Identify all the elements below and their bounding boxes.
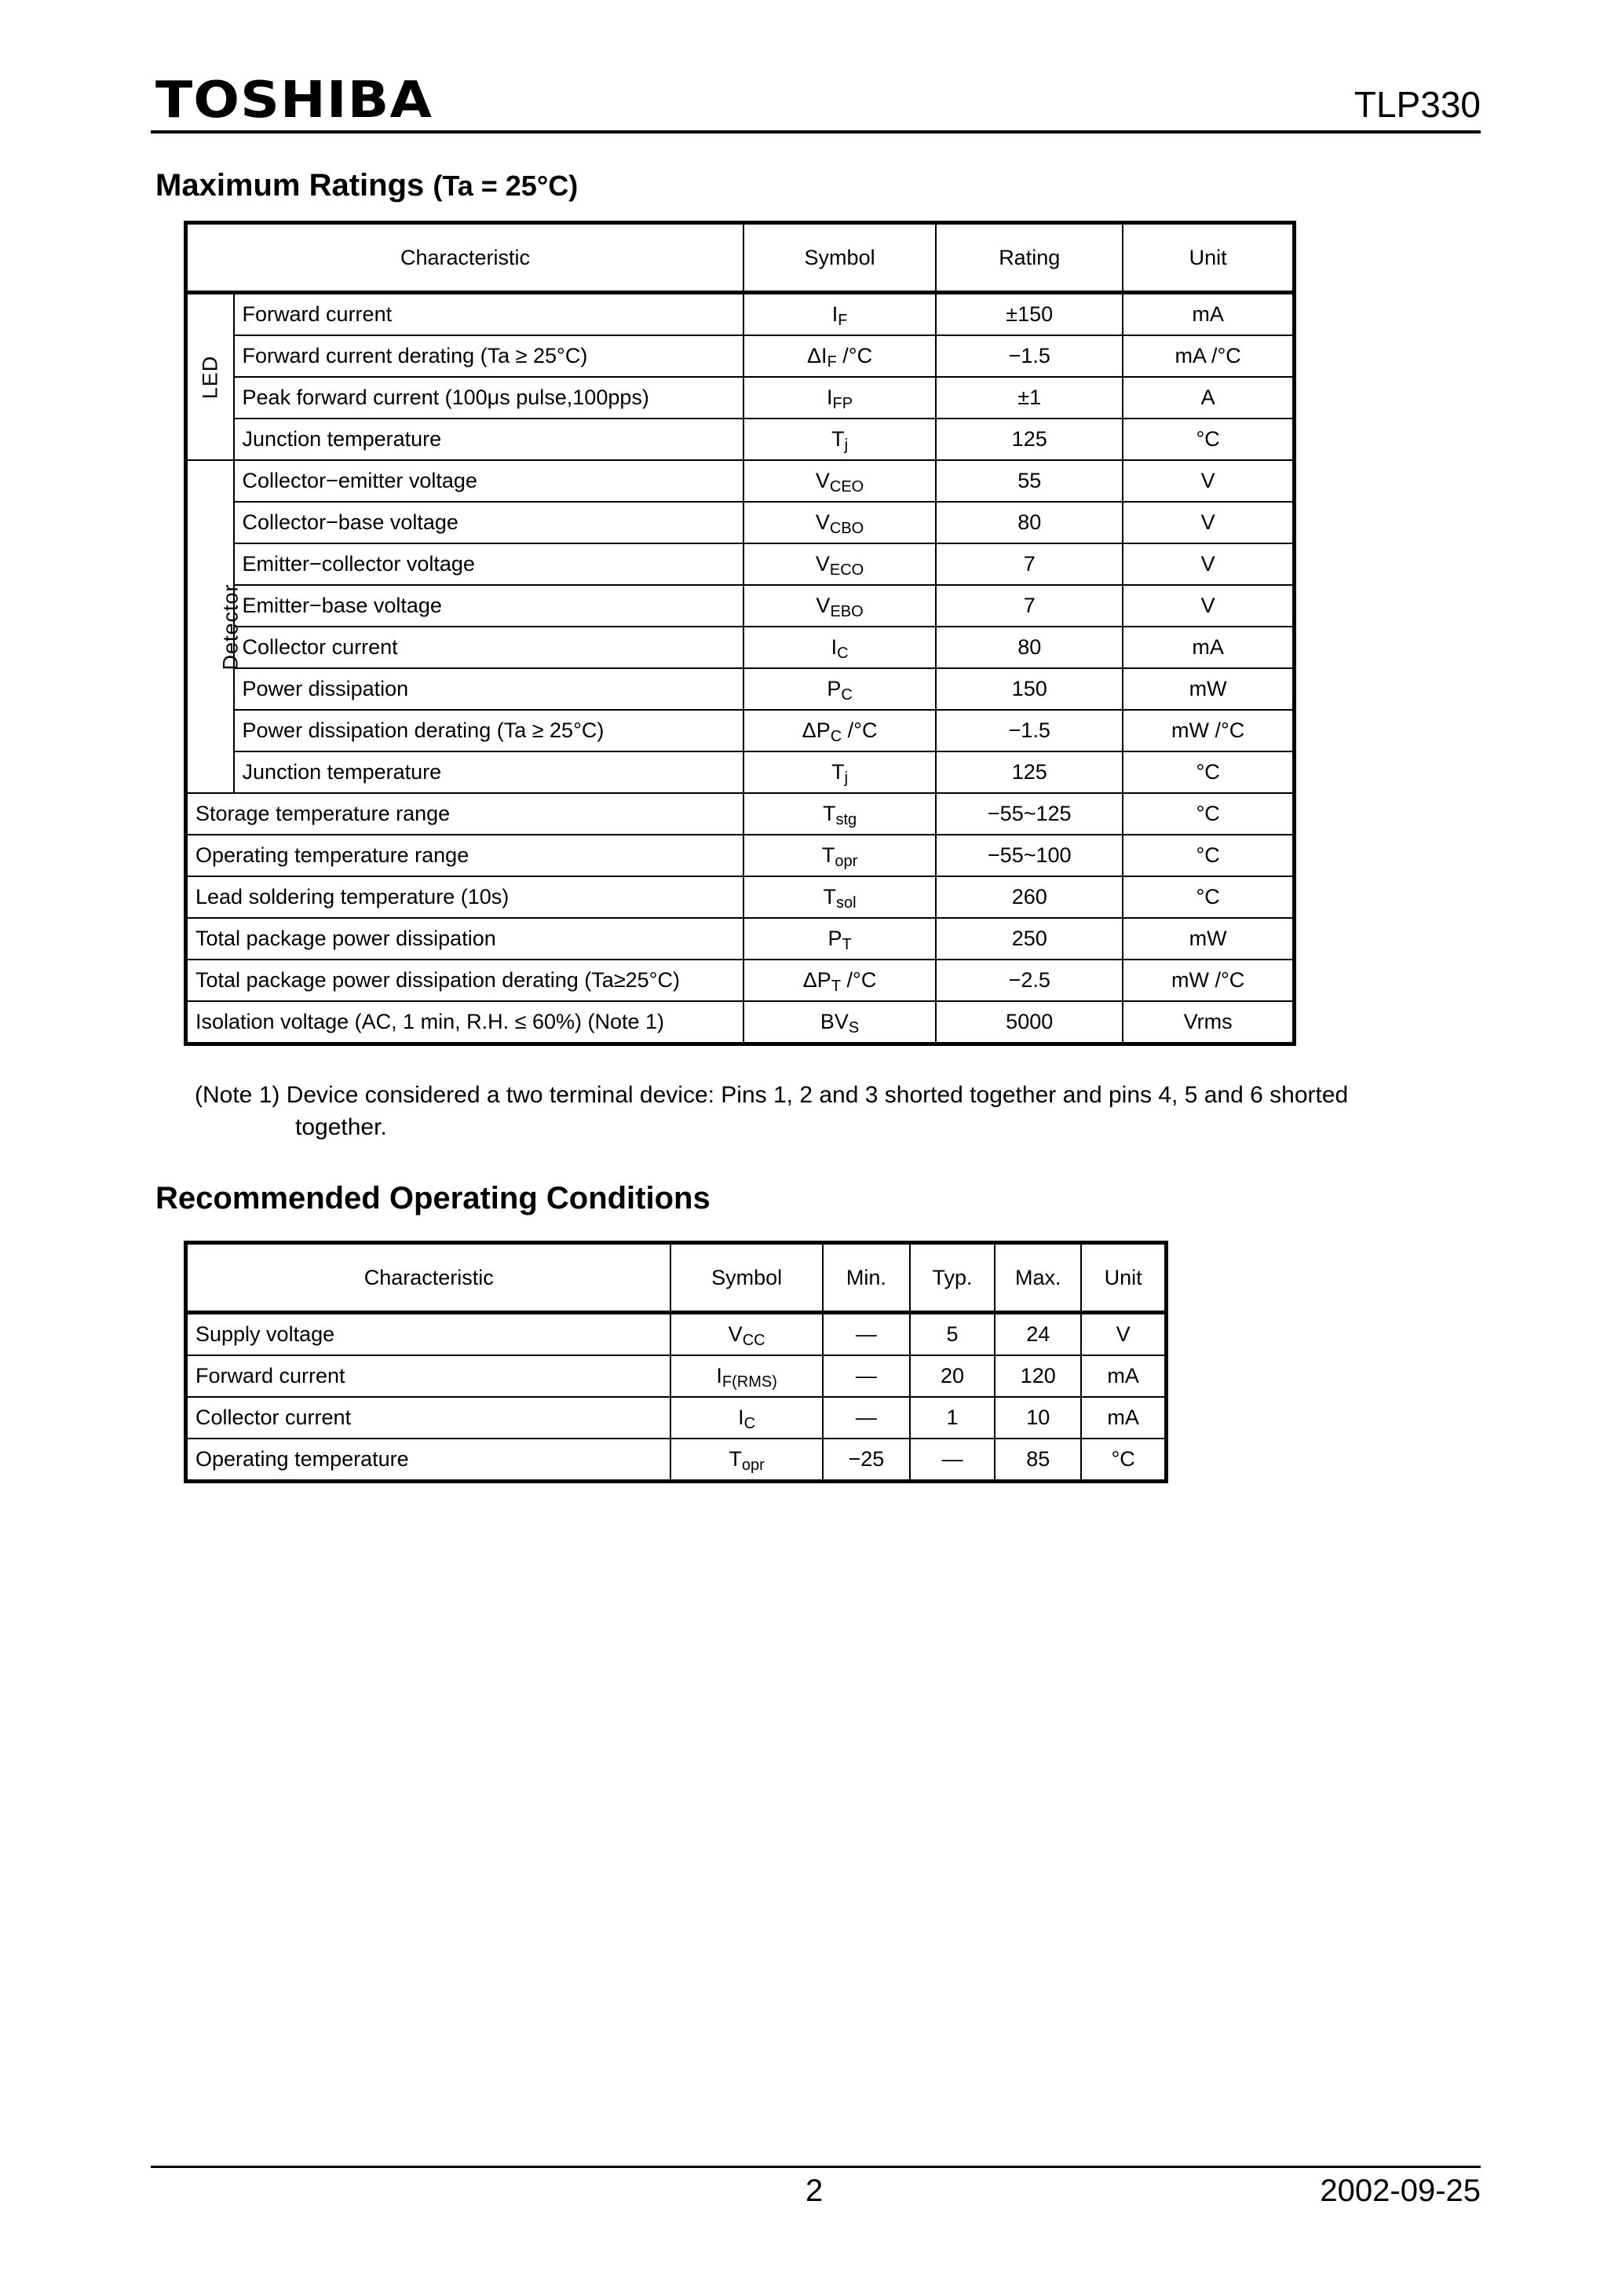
symbol-subscript: C bbox=[830, 728, 842, 745]
symbol-base: V bbox=[815, 510, 830, 534]
symbol-base: BV bbox=[820, 1010, 849, 1033]
table-row bbox=[186, 751, 1295, 793]
symbol-cell bbox=[743, 710, 936, 751]
symbol-base: I bbox=[831, 635, 838, 659]
symbol-cell bbox=[743, 960, 936, 1001]
unit-cell: V bbox=[1123, 502, 1294, 543]
rating-cell: 5000 bbox=[936, 1001, 1123, 1044]
footer-divider bbox=[151, 2166, 1481, 2168]
symbol-cell bbox=[743, 918, 936, 960]
note-1 bbox=[195, 1079, 1348, 1143]
table-row bbox=[186, 1001, 1295, 1044]
rating-cell: 125 bbox=[936, 751, 1123, 793]
group-detector bbox=[186, 460, 243, 793]
symbol-subscript: T bbox=[842, 936, 852, 953]
rating-cell: 80 bbox=[936, 627, 1123, 668]
unit-cell: V bbox=[1123, 585, 1294, 627]
symbol-base: T bbox=[729, 1447, 742, 1471]
symbol-cell bbox=[743, 876, 936, 918]
symbol-base: V bbox=[815, 552, 830, 576]
unit-cell: mW bbox=[1123, 668, 1294, 710]
table-row bbox=[186, 710, 1295, 751]
unit-cell: mA bbox=[1123, 627, 1294, 668]
max-cell: 10 bbox=[995, 1397, 1081, 1439]
characteristic-cell: Lead soldering temperature (10s) bbox=[186, 876, 743, 918]
symbol-base: I bbox=[827, 386, 833, 409]
symbol-cell bbox=[743, 627, 936, 668]
symbol-suffix: /°C bbox=[842, 718, 878, 742]
symbol-cell bbox=[670, 1313, 822, 1356]
symbol-cell bbox=[743, 585, 936, 627]
rating-cell: −1.5 bbox=[936, 710, 1123, 751]
symbol-subscript: j bbox=[844, 437, 849, 454]
col-header-unit: Unit bbox=[1123, 223, 1294, 293]
col-header-max: Max. bbox=[995, 1243, 1081, 1313]
min-cell: — bbox=[823, 1355, 910, 1397]
symbol-cell bbox=[670, 1397, 822, 1439]
characteristic-cell: Total package power dissipation derating (Ta≥25°C) bbox=[186, 960, 743, 1001]
unit-cell: °C bbox=[1123, 751, 1294, 793]
col-header-symbol: Symbol bbox=[670, 1243, 822, 1313]
page-number: 2 bbox=[806, 2174, 824, 2208]
symbol-base: ΔI bbox=[807, 344, 827, 367]
symbol-cell bbox=[743, 502, 936, 543]
symbol-cell bbox=[743, 419, 936, 460]
symbol-base: ΔP bbox=[802, 968, 831, 992]
symbol-cell bbox=[743, 460, 936, 502]
symbol-subscript: stg bbox=[835, 811, 857, 828]
table-row bbox=[186, 876, 1295, 918]
unit-cell: A bbox=[1123, 377, 1294, 419]
symbol-subscript: T bbox=[831, 978, 842, 995]
symbol-cell bbox=[670, 1355, 822, 1397]
characteristic-cell: Total package power dissipation bbox=[186, 918, 743, 960]
col-header-characteristic: Characteristic bbox=[186, 223, 743, 293]
table-row bbox=[186, 793, 1295, 835]
symbol-suffix: /°C bbox=[841, 968, 877, 992]
rating-cell: −55~125 bbox=[936, 793, 1123, 835]
table-row bbox=[186, 627, 1295, 668]
table-row bbox=[186, 585, 1295, 627]
symbol-base: T bbox=[823, 885, 837, 909]
max-cell: 24 bbox=[995, 1313, 1081, 1356]
col-header-unit: Unit bbox=[1081, 1243, 1166, 1313]
rating-cell: 260 bbox=[936, 876, 1123, 918]
max-ratings-condition: (Ta = 25°C) bbox=[433, 170, 579, 202]
symbol-base: I bbox=[831, 302, 838, 326]
symbol-base: ΔP bbox=[802, 718, 831, 742]
table-row bbox=[186, 1355, 1167, 1397]
characteristic-cell: Collector−base voltage bbox=[234, 502, 743, 543]
max-ratings-table bbox=[184, 221, 1296, 1046]
recommended-title: Recommended Operating Conditions bbox=[155, 1181, 711, 1216]
col-header-rating: Rating bbox=[936, 223, 1123, 293]
max-ratings-title-text: Maximum Ratings bbox=[155, 168, 425, 203]
min-cell: −25 bbox=[823, 1439, 910, 1482]
symbol-cell bbox=[743, 293, 936, 336]
symbol-cell bbox=[743, 377, 936, 419]
characteristic-cell: Forward current bbox=[186, 1355, 671, 1397]
unit-cell: Vrms bbox=[1123, 1001, 1294, 1044]
table-row bbox=[186, 377, 1295, 419]
unit-cell: °C bbox=[1123, 419, 1294, 460]
symbol-subscript: S bbox=[848, 1019, 860, 1036]
unit-cell: V bbox=[1081, 1313, 1166, 1356]
symbol-subscript: CBO bbox=[829, 520, 864, 537]
characteristic-cell: Emitter−base voltage bbox=[234, 585, 743, 627]
symbol-cell bbox=[743, 543, 936, 585]
toshiba-logo: TOSHIBA bbox=[155, 71, 433, 130]
group-label: LED bbox=[198, 355, 222, 399]
unit-cell: mW bbox=[1123, 918, 1294, 960]
min-cell: — bbox=[823, 1397, 910, 1439]
symbol-base: T bbox=[831, 427, 845, 451]
rating-cell: 250 bbox=[936, 918, 1123, 960]
rating-cell: 80 bbox=[936, 502, 1123, 543]
typ-cell: 20 bbox=[910, 1355, 995, 1397]
symbol-base: V bbox=[816, 594, 831, 617]
characteristic-cell: Isolation voltage (AC, 1 min, R.H. ≤ 60%) (Note 1) bbox=[186, 1001, 743, 1044]
document-date: 2002-09-25 bbox=[1320, 2174, 1481, 2208]
rating-cell: ±150 bbox=[936, 293, 1123, 336]
unit-cell: V bbox=[1123, 543, 1294, 585]
table-row bbox=[186, 1313, 1167, 1356]
characteristic-cell: Power dissipation derating (Ta ≥ 25°C) bbox=[234, 710, 743, 751]
note-1-line2: together. bbox=[295, 1114, 387, 1140]
symbol-subscript: F bbox=[838, 312, 848, 329]
rating-cell: 7 bbox=[936, 585, 1123, 627]
symbol-base: T bbox=[821, 843, 835, 867]
table-row bbox=[186, 668, 1295, 710]
max-cell: 120 bbox=[995, 1355, 1081, 1397]
table-header-row bbox=[186, 223, 1295, 293]
symbol-base: P bbox=[827, 927, 842, 950]
unit-cell: mA bbox=[1123, 293, 1294, 336]
table-row bbox=[186, 460, 1295, 502]
characteristic-cell: Collector current bbox=[234, 627, 743, 668]
characteristic-cell: Peak forward current (100μs pulse,100pps) bbox=[234, 377, 743, 419]
characteristic-cell: Power dissipation bbox=[234, 668, 743, 710]
characteristic-cell: Forward current bbox=[234, 293, 743, 336]
max-cell: 85 bbox=[995, 1439, 1081, 1482]
symbol-subscript: sol bbox=[836, 894, 857, 912]
unit-cell: mA bbox=[1081, 1397, 1166, 1439]
unit-cell: °C bbox=[1123, 793, 1294, 835]
symbol-subscript: C bbox=[837, 645, 849, 662]
characteristic-cell: Junction temperature bbox=[234, 419, 743, 460]
rating-cell: −55~100 bbox=[936, 835, 1123, 876]
symbol-suffix: /°C bbox=[836, 344, 873, 367]
recommended-table bbox=[184, 1241, 1168, 1483]
unit-cell: V bbox=[1123, 460, 1294, 502]
characteristic-cell: Supply voltage bbox=[186, 1313, 671, 1356]
characteristic-cell: Forward current derating (Ta ≥ 25°C) bbox=[234, 335, 743, 377]
rating-cell: 125 bbox=[936, 419, 1123, 460]
symbol-cell bbox=[743, 335, 936, 377]
symbol-subscript: F(RMS) bbox=[721, 1373, 777, 1391]
symbol-base: T bbox=[831, 760, 845, 784]
characteristic-cell: Operating temperature bbox=[186, 1439, 671, 1482]
unit-cell: mW /°C bbox=[1123, 960, 1294, 1001]
rating-cell: 7 bbox=[936, 543, 1123, 585]
symbol-cell bbox=[743, 668, 936, 710]
symbol-subscript: ECO bbox=[829, 561, 864, 579]
symbol-cell bbox=[743, 1001, 936, 1044]
symbol-base: V bbox=[815, 469, 830, 492]
symbol-subscript: EBO bbox=[830, 603, 864, 620]
characteristic-cell: Collector current bbox=[186, 1397, 671, 1439]
symbol-base: P bbox=[827, 677, 842, 700]
symbol-subscript: FP bbox=[832, 395, 853, 412]
unit-cell: mA bbox=[1081, 1355, 1166, 1397]
table-row bbox=[186, 1439, 1167, 1482]
group-led bbox=[186, 293, 234, 461]
symbol-cell bbox=[743, 835, 936, 876]
unit-cell: °C bbox=[1123, 876, 1294, 918]
table-row bbox=[186, 918, 1295, 960]
symbol-subscript: opr bbox=[835, 853, 858, 870]
table-row bbox=[186, 335, 1295, 377]
symbol-subscript: opr bbox=[741, 1457, 765, 1474]
min-cell: — bbox=[823, 1313, 910, 1356]
rating-cell: ±1 bbox=[936, 377, 1123, 419]
table-row bbox=[186, 835, 1295, 876]
symbol-base: I bbox=[716, 1364, 722, 1387]
symbol-cell bbox=[743, 793, 936, 835]
unit-cell: mW /°C bbox=[1123, 710, 1294, 751]
table-row bbox=[186, 1397, 1167, 1439]
characteristic-cell: Collector−emitter voltage bbox=[234, 460, 743, 502]
symbol-base: V bbox=[728, 1322, 743, 1346]
unit-cell: °C bbox=[1123, 835, 1294, 876]
max-ratings-title bbox=[155, 170, 578, 201]
rating-cell: 55 bbox=[936, 460, 1123, 502]
table-row bbox=[186, 960, 1295, 1001]
rating-cell: −1.5 bbox=[936, 335, 1123, 377]
rating-cell: 150 bbox=[936, 668, 1123, 710]
header-divider bbox=[151, 130, 1481, 133]
symbol-subscript: C bbox=[743, 1415, 756, 1432]
col-header-typ: Typ. bbox=[910, 1243, 995, 1313]
characteristic-cell: Junction temperature bbox=[234, 751, 743, 793]
rating-cell: −2.5 bbox=[936, 960, 1123, 1001]
unit-cell: °C bbox=[1081, 1439, 1166, 1482]
characteristic-cell: Operating temperature range bbox=[186, 835, 743, 876]
col-header-symbol: Symbol bbox=[743, 223, 936, 293]
table-row bbox=[186, 543, 1295, 585]
symbol-base: I bbox=[738, 1406, 744, 1429]
typ-cell: — bbox=[910, 1439, 995, 1482]
symbol-subscript: CC bbox=[742, 1332, 765, 1349]
symbol-cell bbox=[743, 751, 936, 793]
table-header-row bbox=[186, 1243, 1167, 1313]
table-row bbox=[186, 293, 1295, 336]
table-row bbox=[186, 502, 1295, 543]
part-number: TLP330 bbox=[1353, 84, 1481, 125]
characteristic-cell: Emitter−collector voltage bbox=[234, 543, 743, 585]
typ-cell: 1 bbox=[910, 1397, 995, 1439]
symbol-subscript: j bbox=[844, 770, 849, 787]
table-row bbox=[186, 419, 1295, 460]
unit-cell: mA /°C bbox=[1123, 335, 1294, 377]
symbol-subscript: F bbox=[827, 353, 837, 371]
symbol-base: T bbox=[822, 802, 836, 825]
characteristic-cell: Storage temperature range bbox=[186, 793, 743, 835]
symbol-cell bbox=[670, 1439, 822, 1482]
col-header-characteristic: Characteristic bbox=[186, 1243, 671, 1313]
col-header-min: Min. bbox=[823, 1243, 910, 1313]
note-1-line1: (Note 1) Device considered a two terminal device: Pins 1, 2 and 3 shorted together and pins 4, 5 and 6 shorted bbox=[195, 1082, 1349, 1108]
group-label: Detector bbox=[218, 583, 243, 671]
symbol-subscript: CEO bbox=[829, 478, 864, 495]
typ-cell: 5 bbox=[910, 1313, 995, 1356]
symbol-subscript: C bbox=[841, 686, 853, 704]
